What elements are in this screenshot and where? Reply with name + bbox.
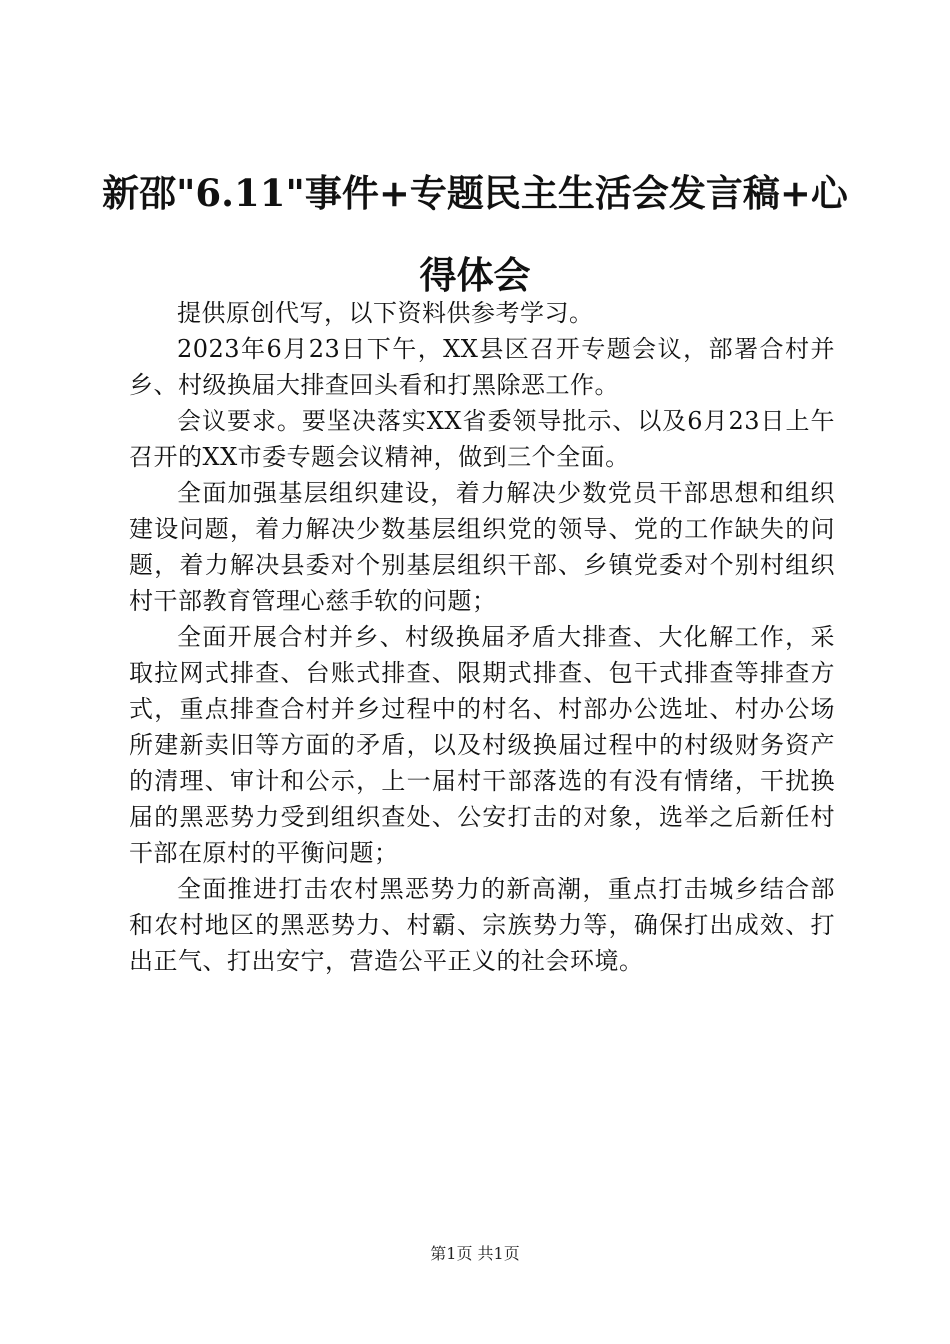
- paragraph-requirements: 会议要求。要坚决落实XX省委领导批示、以及6月23日上午召开的XX市委专题会议精神，做到三个全面。: [129, 407, 835, 471]
- paragraph-crackdown: 全面推进打击农村黑恶势力的新高潮，重点打击城乡结合部和农村地区的黑恶势力、村霸、宗族势力等，确保打出成效、打出正气、打出安宁，营造公平正义的社会环境。: [129, 875, 835, 975]
- document-title: 新邵"6.11"事件+专题民主生活会发言稿+心得体会: [102, 171, 848, 297]
- paragraph-organization: 全面加强基层组织建设，着力解决少数党员干部思想和组织建设问题，着力解决少数基层组织党的领导、党的工作缺失的问题，着力解决县委对个别基层组织干部、乡镇党委对个别村组织村干部教育管理心慈手软的问题；: [129, 479, 835, 615]
- paragraph-intro: 提供原创代写，以下资料供参考学习。: [177, 299, 594, 327]
- paragraph-investigation: 全面开展合村并乡、村级换届矛盾大排查、大化解工作，采取拉网式排查、台账式排查、限期式排查、包干式排查等排查方式，重点排查合村并乡过程中的村名、村部办公选址、村办公场所建新卖旧等方面的矛盾，以及村级换届过程中的村级财务资产的清理、审计和公示，上一届村干部落选的有没有情绪，干扰换届的黑恶势力受到组织查处、公安打击的对象，选举之后新任村干部在原村的平衡问题；: [129, 623, 835, 867]
- document-body: [129, 295, 835, 979]
- page-footer: 第1页 共1页: [430, 1244, 520, 1263]
- paragraph-meeting: 2023年6月23日下午，XX县区召开专题会议，部署合村并乡、村级换届大排查回头看和打黑除恶工作。: [129, 335, 835, 399]
